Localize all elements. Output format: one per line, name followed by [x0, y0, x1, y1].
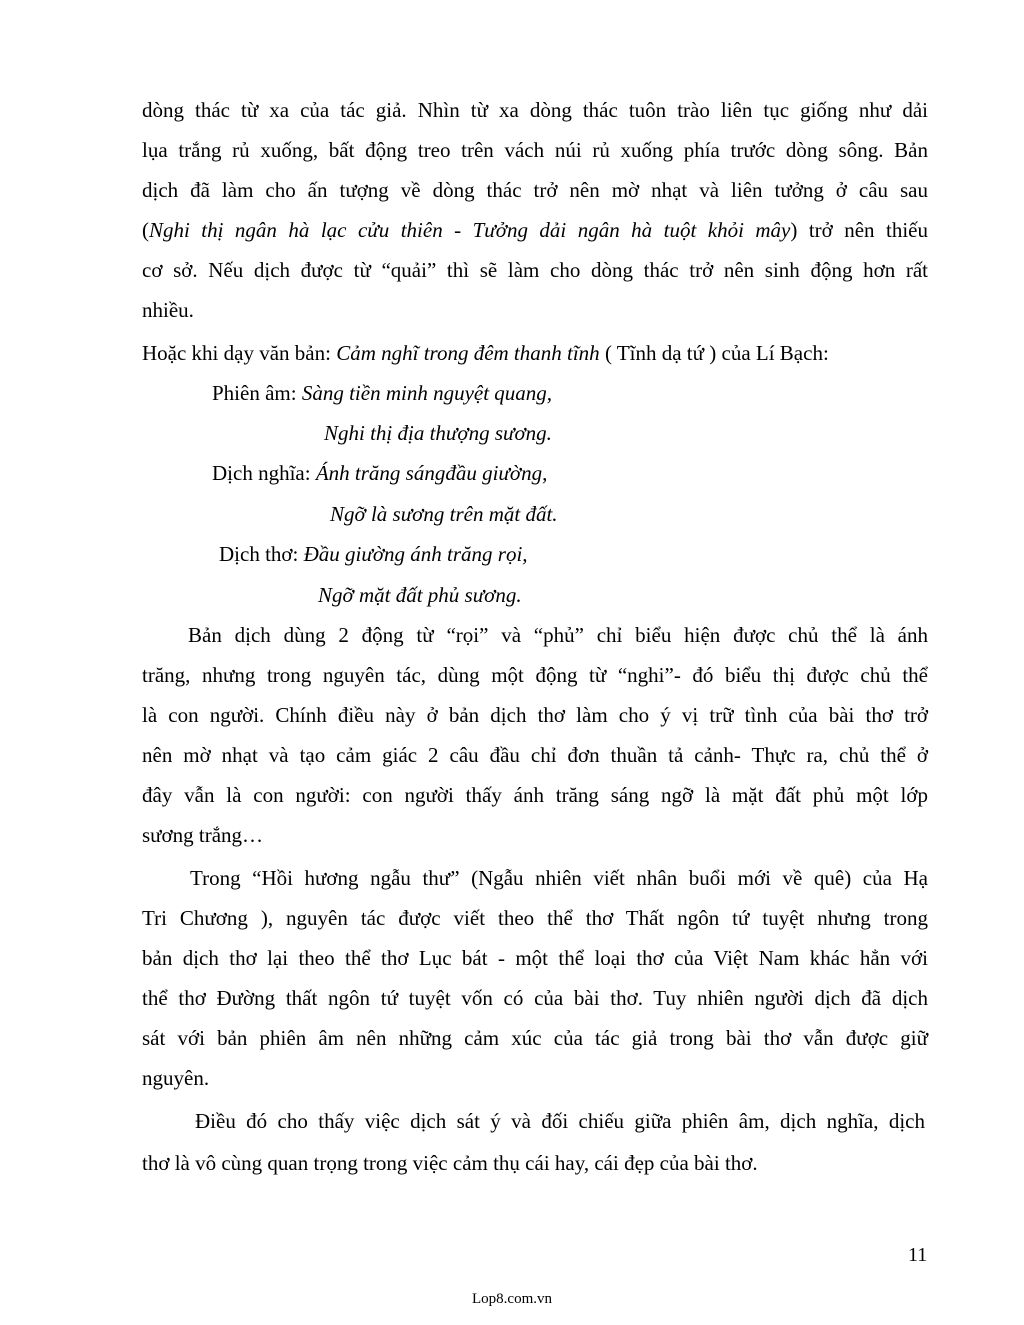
text-line: Điều đó cho thấy việc dịch sát ý và đối chiếu giữa phiên âm, dịch nghĩa, dịch	[195, 1109, 925, 1133]
quoted-verse-italic: Nghi thị ngân hà lạc cửu thiên - Tưởng dải ngân hà tuột khỏi mây	[149, 218, 791, 242]
text-line: sương trắng…	[142, 823, 264, 847]
text-line: Bản dịch dùng 2 động từ “rọi” và “phủ” chỉ biểu hiện được chủ thể là ánh	[188, 623, 928, 647]
phien-am-line-1	[212, 381, 552, 405]
text-fragment: ) trở nên thiếu	[790, 218, 928, 242]
text-line: trăng, nhưng trong nguyên tác, dùng một động từ “nghi”- đó biểu thị được chủ thể	[142, 663, 928, 687]
text-line: Tri Chương ), nguyên tác được viết theo thể thơ Thất ngôn tứ tuyệt nhưng trong	[142, 906, 928, 930]
text-line	[142, 218, 928, 242]
verse-text: Nghi thị địa thượng sương.	[324, 421, 552, 445]
text-fragment: ( Tĩnh dạ tứ ) của Lí Bạch:	[599, 341, 829, 365]
text-line: thể thơ Đường thất ngôn tứ tuyệt vốn có của bài thơ. Tuy nhiên người dịch đã dịch	[142, 986, 928, 1010]
text-line: dòng thác từ xa của tác giả. Nhìn từ xa dòng thác tuôn trào liên tục giống như dải	[142, 98, 928, 122]
page-number: 11	[908, 1244, 928, 1266]
text-line: lụa trắng rủ xuống, bất động treo trên vách núi rủ xuống phía trước dòng sông. Bản	[142, 138, 928, 162]
text-line: bản dịch thơ lại theo thể thơ Lục bát - một thể loại thơ của Việt Nam khác hẳn với	[142, 946, 928, 970]
verse-text: Đầu giường ánh trăng rọi,	[303, 542, 528, 566]
text-line: là con người. Chính điều này ở bản dịch thơ làm cho ý vị trữ tình của bài thơ trở	[142, 703, 928, 727]
text-line: thơ là vô cùng quan trọng trong việc cảm thụ cái hay, cái đẹp của bài thơ.	[142, 1151, 758, 1175]
verse-text: Ngỡ mặt đất phủ sương.	[318, 583, 522, 607]
dich-tho-line-1	[219, 542, 528, 566]
phien-am-label: Phiên âm:	[212, 381, 302, 405]
text-line: nguyên.	[142, 1066, 210, 1090]
text-line: dịch đã làm cho ấn tượng về dòng thác trở nên mờ nhạt và liên tưởng ở câu sau	[142, 178, 928, 202]
verse-text: Ánh trăng sángđầu giường,	[315, 461, 548, 485]
text-line: nhiều.	[142, 298, 194, 322]
text-line: nên mờ nhạt và tạo cảm giác 2 câu đầu chỉ đơn thuần tả cảnh- Thực ra, chủ thể ở	[142, 743, 928, 767]
text-fragment: Hoặc khi dạy văn bản:	[142, 341, 337, 365]
poem-intro	[142, 341, 829, 365]
verse-text: Ngỡ là sương trên mặt đất.	[330, 502, 558, 526]
dich-tho-line-2	[318, 583, 522, 607]
dich-nghia-line-2	[330, 502, 558, 526]
text-line: cơ sở. Nếu dịch được từ “quải” thì sẽ làm cho dòng thác trở nên sinh động hơn rất	[142, 258, 928, 282]
phien-am-line-2	[324, 421, 552, 445]
text-line: sát với bản phiên âm nên những cảm xúc của tác giả trong bài thơ vẫn được giữ	[142, 1026, 928, 1050]
footer-site: Lop8.com.vn	[472, 1291, 552, 1307]
dich-nghia-line-1	[212, 461, 547, 485]
text-line: Trong “Hồi hương ngẫu thư” (Ngẫu nhiên viết nhân buổi mới về quê) của Hạ	[190, 866, 928, 890]
dich-nghia-label: Dịch nghĩa:	[212, 461, 316, 485]
text-fragment: (	[142, 218, 149, 242]
text-line: đây vẫn là con người: con người thấy ánh trăng sáng ngỡ là mặt đất phủ một lớp	[142, 783, 928, 807]
verse-text: Sàng tiền minh nguyệt quang,	[301, 381, 553, 405]
dich-tho-label: Dịch thơ:	[219, 542, 304, 566]
poem-title-italic: Cảm nghĩ trong đêm thanh tĩnh	[336, 341, 600, 365]
